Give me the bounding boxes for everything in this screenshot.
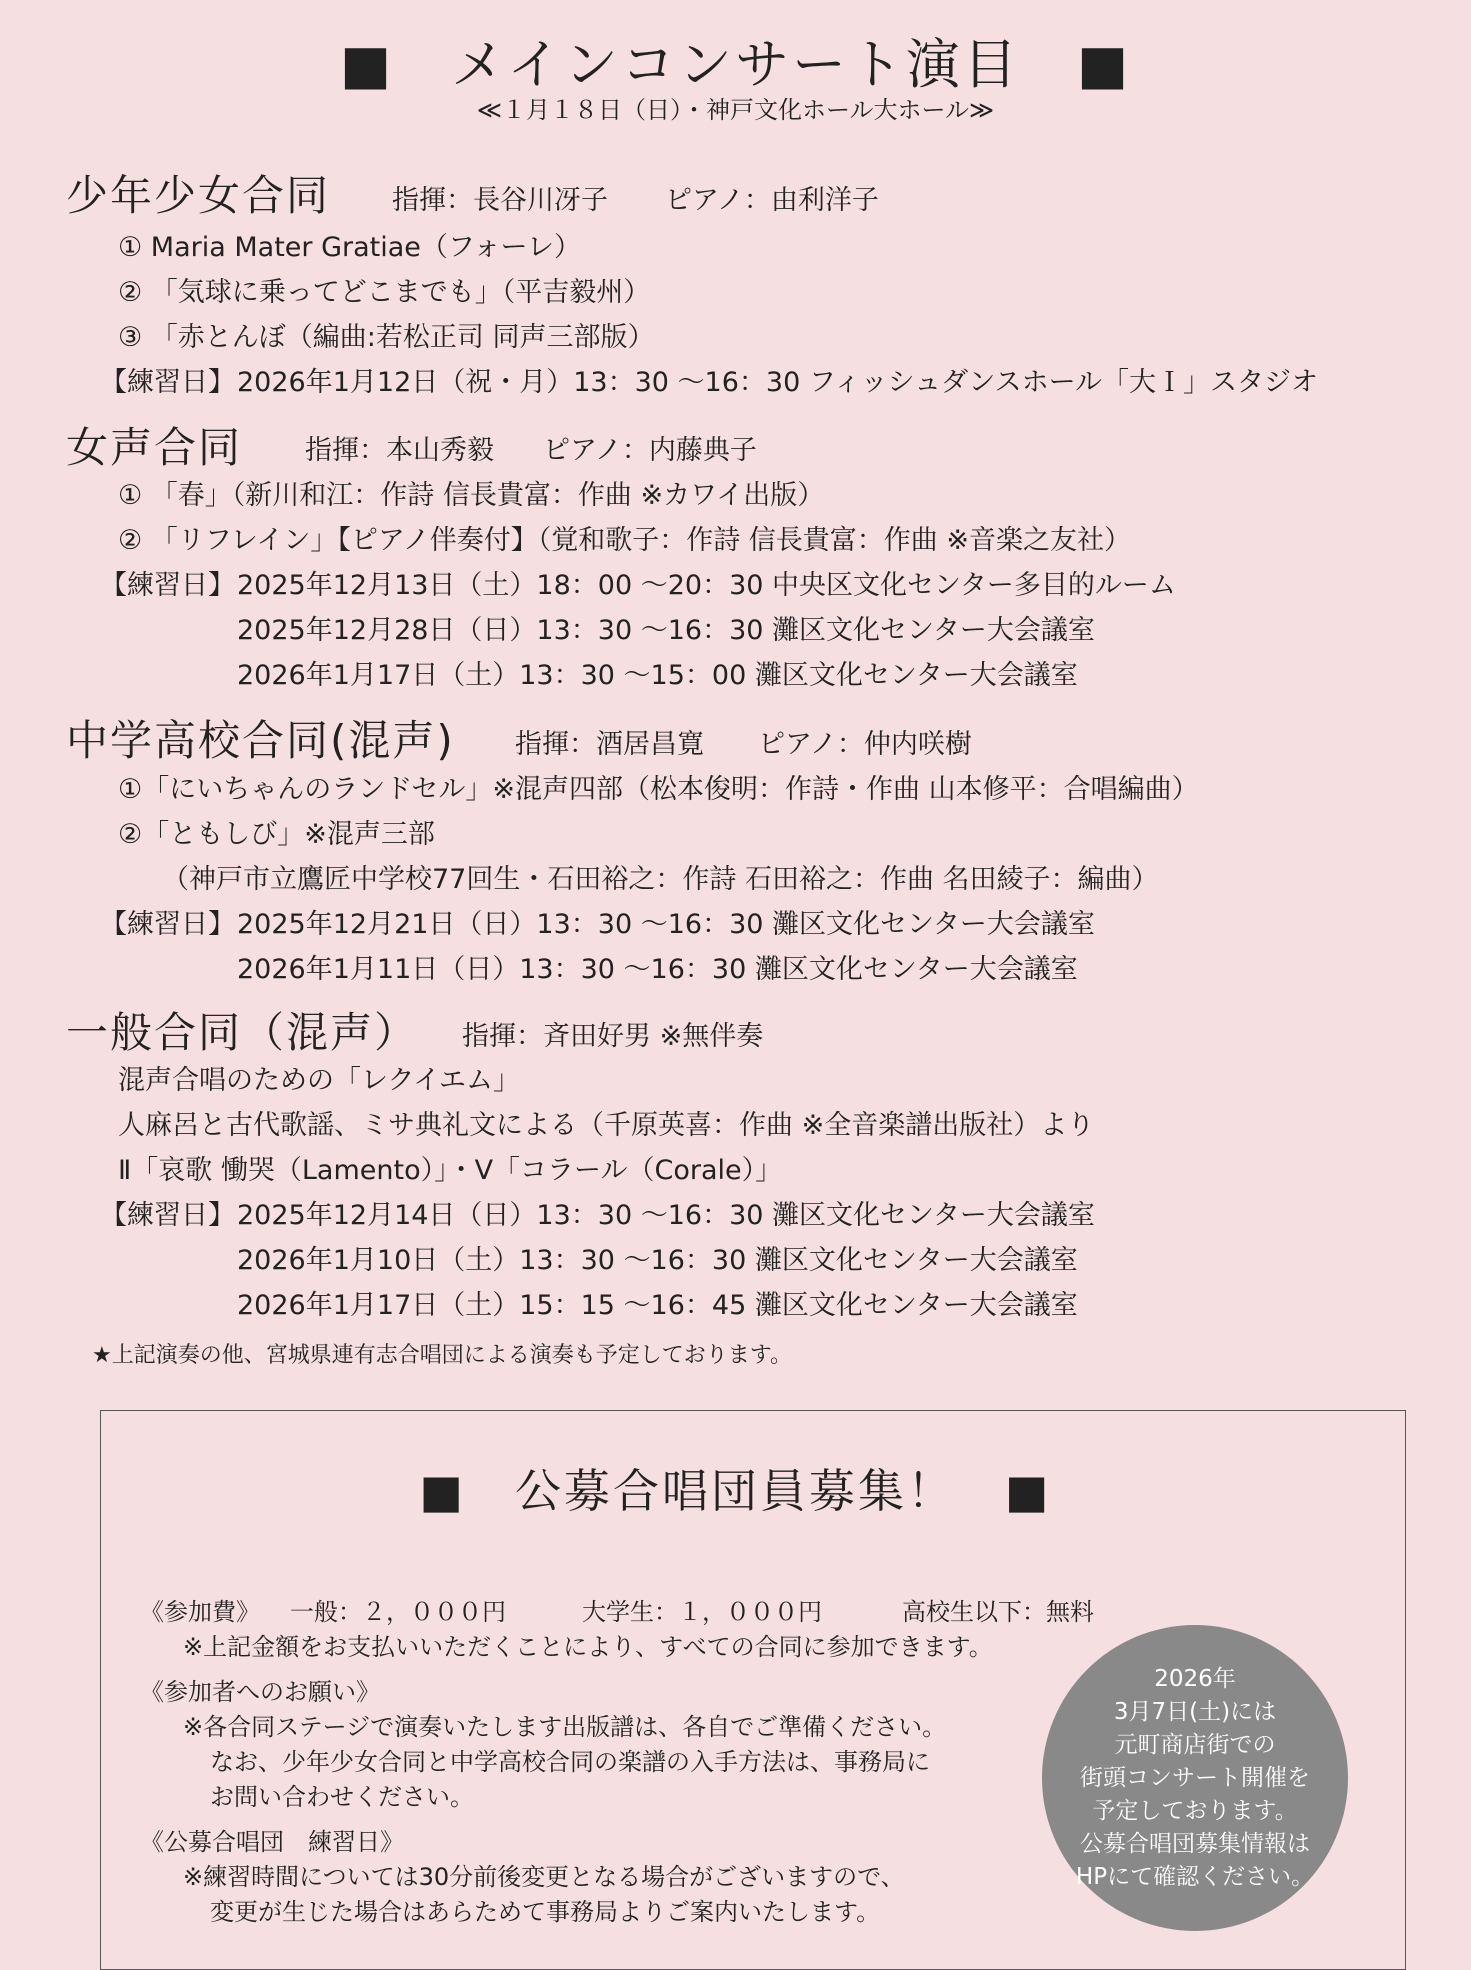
practice-date: 2026年1月17日（土）15：15 ～16：45 灘区文化センター大会議室 xyxy=(237,1290,1078,1321)
group-pianist: ピアノ：仲内咲樹 xyxy=(758,729,972,760)
request-heading: 《参加者へのお願い》 xyxy=(140,1678,380,1706)
group-title-school: 中学高校合同(混声) xyxy=(66,716,455,765)
piece-item: ①「にいちゃんのランドセル」※混声四部（松本俊明：作詩・作曲 山本修平：合唱編曲） xyxy=(118,774,1199,805)
piece-item: ② 「リフレイン」【ピアノ伴奏付】（覚和歌子：作詩 信長貴富：作曲 ※音楽之友社） xyxy=(118,525,1131,556)
request-line: ※各合同ステージで演奏いたします出版譜は、各自でご準備ください。 xyxy=(183,1713,947,1741)
practice-heading: 《公募合唱団 練習日》 xyxy=(140,1828,404,1856)
piece-item: ② 「気球に乗ってどこまでも」（平吉毅州） xyxy=(118,277,651,308)
practice-label: 【練習日】 xyxy=(100,367,235,398)
badge-line: 予定しております。 xyxy=(1092,1797,1298,1824)
piece-item: （神戸市立鷹匠中学校77回生・石田裕之：作詩 石田裕之：作曲 名田綾子：編曲） xyxy=(162,864,1159,895)
group-pianist: ピアノ：内藤典子 xyxy=(543,435,757,466)
recruit-title: ■ 公募合唱団員募集！ ■ xyxy=(419,1464,1052,1518)
street-concert-badge xyxy=(1042,1625,1348,1931)
practice-date: 2025年12月13日（土）18：00 ～20：30 中央区文化センター多目的ルーム xyxy=(237,570,1176,601)
piece-item: ②「ともしび」※混声三部 xyxy=(118,819,435,850)
practice-note: 変更が生じた場合はあらためて事務局よりご案内いたします。 xyxy=(210,1898,881,1926)
piece-item: 人麻呂と古代歌謡、ミサ典礼文による（千原英喜：作曲 ※全音楽譜出版社）より xyxy=(118,1110,1095,1141)
badge-line: 元町商店街での xyxy=(1114,1731,1276,1758)
request-line: なお、少年少女合同と中学高校合同の楽譜の入手方法は、事務局に xyxy=(210,1748,930,1776)
badge-line: HPにて確認ください。 xyxy=(1075,1863,1315,1890)
practice-note: ※練習時間については30分前後変更となる場合がございますので、 xyxy=(183,1863,905,1891)
practice-date: 2025年12月28日（日）13：30 ～16：30 灘区文化センター大会議室 xyxy=(237,615,1095,646)
group-pianist: ピアノ：由利洋子 xyxy=(665,185,879,216)
practice-date: 2026年1月11日（日）13：30 ～16：30 灘区文化センター大会議室 xyxy=(237,954,1078,985)
fee-general: 一般：２，０００円 xyxy=(290,1598,506,1626)
badge-line: 3月7日(土)には xyxy=(1113,1698,1277,1725)
piece-item: ① 「春」（新川和江：作詩 信長貴富：作曲 ※カワイ出版） xyxy=(118,480,825,511)
footnote: ★上記演奏の他、宮城県連有志合唱団による演奏も予定しております。 xyxy=(92,1343,792,1368)
group-conductor: 指揮：斉田好男 ※無伴奏 xyxy=(462,1021,764,1052)
practice-date: 2026年1月10日（土）13：30 ～16：30 灘区文化センター大会議室 xyxy=(237,1245,1078,1276)
badge-line: 2026年 xyxy=(1154,1665,1236,1692)
fee-highschool: 高校生以下：無料 xyxy=(902,1598,1094,1626)
practice-label: 【練習日】 xyxy=(100,909,235,940)
practice-date: 2025年12月14日（日）13：30 ～16：30 灘区文化センター大会議室 xyxy=(237,1200,1095,1231)
group-conductor: 指揮：本山秀毅 xyxy=(305,435,494,466)
practice-label: 【練習日】 xyxy=(100,1200,235,1231)
request-line: お問い合わせください。 xyxy=(210,1783,474,1811)
group-conductor: 指揮：酒居昌寛 xyxy=(515,729,704,760)
piece-item: 混声合唱のための「レクイエム」 xyxy=(118,1065,521,1096)
practice-date: 2025年12月21日（日）13：30 ～16：30 灘区文化センター大会議室 xyxy=(237,909,1095,940)
page-title: ■ メインコンサート演目 ■ xyxy=(340,33,1131,96)
piece-item: Ⅱ「哀歌 慟哭（Lamento）」・Ⅴ「コラール（Corale）」 xyxy=(118,1155,783,1186)
page-subtitle: ≪１月１８日（日）・神戸文化ホール大ホール≫ xyxy=(476,96,995,124)
fee-heading: 《参加費》 xyxy=(140,1598,260,1626)
practice-label: 【練習日】 xyxy=(100,570,235,601)
group-title-children: 少年少女合同 xyxy=(66,171,331,220)
group-title-general: 一般合同（混声） xyxy=(66,1008,419,1057)
badge-line: 公募合唱団募集情報は xyxy=(1080,1830,1310,1857)
group-conductor: 指揮：長谷川冴子 xyxy=(392,185,608,216)
piece-item: ③ 「赤とんぼ（編曲:若松正司 同声三部版） xyxy=(118,322,655,353)
group-title-womens: 女声合同 xyxy=(66,423,243,472)
practice-date: 2026年1月12日（祝・月）13：30 ～16：30 フィッシュダンスホール「大Ｉ」スタジオ xyxy=(237,367,1319,398)
practice-date: 2026年1月17日（土）13：30 ～15：00 灘区文化センター大会議室 xyxy=(237,660,1078,691)
piece-item: ① Maria Mater Gratiae（フォーレ） xyxy=(118,232,582,263)
fee-university: 大学生：１，０００円 xyxy=(582,1598,822,1626)
badge-line: 街頭コンサート開催を xyxy=(1080,1764,1310,1791)
fee-note: ※上記金額をお支払いいただくことにより、すべての合同に参加できます。 xyxy=(183,1633,993,1661)
